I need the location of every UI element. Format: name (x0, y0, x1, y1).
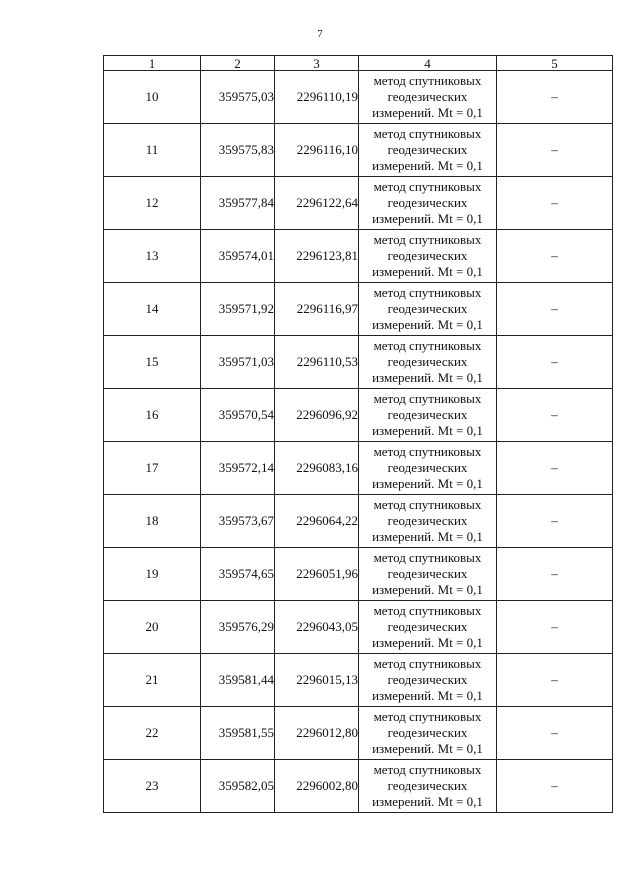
point-number-cell: 17 (104, 442, 201, 495)
table-row (104, 283, 613, 336)
note-cell: – (497, 442, 613, 495)
method-line: измерений. Mt = 0,1 (372, 370, 483, 385)
y-coordinate-cell: 2296110,19 (275, 71, 359, 124)
method-cell (359, 336, 497, 389)
note-cell: – (497, 230, 613, 283)
table-row (104, 495, 613, 548)
method-line: измерений. Mt = 0,1 (372, 158, 483, 173)
x-coordinate-cell: 359570,54 (201, 389, 275, 442)
method-cell (359, 283, 497, 336)
method-cell (359, 601, 497, 654)
method-line: измерений. Mt = 0,1 (372, 211, 483, 226)
x-coordinate-cell: 359576,29 (201, 601, 275, 654)
table-row (104, 654, 613, 707)
point-number-cell: 23 (104, 760, 201, 813)
point-number-cell: 22 (104, 707, 201, 760)
x-coordinate-cell: 359574,65 (201, 548, 275, 601)
point-number-cell: 11 (104, 124, 201, 177)
method-cell (359, 230, 497, 283)
method-line: метод спутниковых (373, 232, 482, 247)
column-header: 5 (497, 56, 613, 71)
method-line: геодезических (387, 142, 468, 157)
method-cell (359, 654, 497, 707)
table-body (104, 71, 613, 813)
method-line: метод спутниковых (373, 73, 482, 88)
column-header: 3 (275, 56, 359, 71)
method-cell (359, 707, 497, 760)
method-line: геодезических (387, 460, 468, 475)
point-number-cell: 20 (104, 601, 201, 654)
y-coordinate-cell: 2296116,97 (275, 283, 359, 336)
point-number-cell: 15 (104, 336, 201, 389)
method-line: измерений. Mt = 0,1 (372, 688, 483, 703)
page-number: 7 (317, 28, 323, 40)
method-line: измерений. Mt = 0,1 (372, 741, 483, 756)
note-cell: – (497, 283, 613, 336)
y-coordinate-cell: 2296116,10 (275, 124, 359, 177)
method-line: метод спутниковых (373, 179, 482, 194)
method-line: геодезических (387, 407, 468, 422)
y-coordinate-cell: 2296064,22 (275, 495, 359, 548)
method-line: метод спутниковых (373, 497, 482, 512)
x-coordinate-cell: 359574,01 (201, 230, 275, 283)
method-line: метод спутниковых (373, 444, 482, 459)
method-cell (359, 548, 497, 601)
x-coordinate-cell: 359572,14 (201, 442, 275, 495)
method-line: метод спутниковых (373, 709, 482, 724)
y-coordinate-cell: 2296043,05 (275, 601, 359, 654)
coordinates-table (103, 55, 613, 813)
method-cell (359, 389, 497, 442)
y-coordinate-cell: 2296123,81 (275, 230, 359, 283)
method-line: геодезических (387, 301, 468, 316)
note-cell: – (497, 389, 613, 442)
method-line: геодезических (387, 619, 468, 634)
x-coordinate-cell: 359573,67 (201, 495, 275, 548)
method-cell (359, 71, 497, 124)
note-cell: – (497, 124, 613, 177)
method-cell (359, 124, 497, 177)
y-coordinate-cell: 2296096,92 (275, 389, 359, 442)
note-cell: – (497, 177, 613, 230)
x-coordinate-cell: 359571,92 (201, 283, 275, 336)
note-cell: – (497, 760, 613, 813)
method-line: измерений. Mt = 0,1 (372, 529, 483, 544)
note-cell: – (497, 601, 613, 654)
x-coordinate-cell: 359571,03 (201, 336, 275, 389)
method-line: геодезических (387, 566, 468, 581)
method-line: геодезических (387, 248, 468, 263)
table-header-row (104, 56, 613, 71)
column-header: 2 (201, 56, 275, 71)
method-cell (359, 442, 497, 495)
method-line: измерений. Mt = 0,1 (372, 794, 483, 809)
y-coordinate-cell: 2296051,96 (275, 548, 359, 601)
method-cell (359, 760, 497, 813)
method-line: метод спутниковых (373, 126, 482, 141)
table-row (104, 548, 613, 601)
point-number-cell: 13 (104, 230, 201, 283)
table-row (104, 71, 613, 124)
method-line: измерений. Mt = 0,1 (372, 476, 483, 491)
y-coordinate-cell: 2296122,64 (275, 177, 359, 230)
method-line: измерений. Mt = 0,1 (372, 105, 483, 120)
x-coordinate-cell: 359582,05 (201, 760, 275, 813)
point-number-cell: 14 (104, 283, 201, 336)
table-row (104, 442, 613, 495)
method-line: геодезических (387, 195, 468, 210)
method-cell (359, 177, 497, 230)
method-line: метод спутниковых (373, 656, 482, 671)
column-header: 1 (104, 56, 201, 71)
method-line: метод спутниковых (373, 550, 482, 565)
method-line: геодезических (387, 672, 468, 687)
y-coordinate-cell: 2296083,16 (275, 442, 359, 495)
method-line: измерений. Mt = 0,1 (372, 423, 483, 438)
method-line: измерений. Mt = 0,1 (372, 317, 483, 332)
x-coordinate-cell: 359575,03 (201, 71, 275, 124)
point-number-cell: 21 (104, 654, 201, 707)
point-number-cell: 19 (104, 548, 201, 601)
table-row (104, 760, 613, 813)
note-cell: – (497, 707, 613, 760)
table-row (104, 389, 613, 442)
method-line: геодезических (387, 354, 468, 369)
method-line: метод спутниковых (373, 338, 482, 353)
method-line: метод спутниковых (373, 603, 482, 618)
method-line: измерений. Mt = 0,1 (372, 264, 483, 279)
table-row (104, 601, 613, 654)
method-line: геодезических (387, 89, 468, 104)
method-line: геодезических (387, 778, 468, 793)
method-line: метод спутниковых (373, 391, 482, 406)
table-row (104, 707, 613, 760)
point-number-cell: 16 (104, 389, 201, 442)
method-line: измерений. Mt = 0,1 (372, 582, 483, 597)
x-coordinate-cell: 359577,84 (201, 177, 275, 230)
method-line: геодезических (387, 513, 468, 528)
method-line: метод спутниковых (373, 762, 482, 777)
note-cell: – (497, 336, 613, 389)
point-number-cell: 18 (104, 495, 201, 548)
note-cell: – (497, 548, 613, 601)
x-coordinate-cell: 359581,44 (201, 654, 275, 707)
y-coordinate-cell: 2296110,53 (275, 336, 359, 389)
point-number-cell: 10 (104, 71, 201, 124)
method-line: геодезических (387, 725, 468, 740)
method-cell (359, 495, 497, 548)
note-cell: – (497, 71, 613, 124)
method-line: метод спутниковых (373, 285, 482, 300)
table-row (104, 124, 613, 177)
table-row (104, 230, 613, 283)
note-cell: – (497, 495, 613, 548)
column-header: 4 (359, 56, 497, 71)
note-cell: – (497, 654, 613, 707)
table-row (104, 177, 613, 230)
y-coordinate-cell: 2296015,13 (275, 654, 359, 707)
x-coordinate-cell: 359575,83 (201, 124, 275, 177)
y-coordinate-cell: 2296012,80 (275, 707, 359, 760)
method-line: измерений. Mt = 0,1 (372, 635, 483, 650)
table-row (104, 336, 613, 389)
x-coordinate-cell: 359581,55 (201, 707, 275, 760)
point-number-cell: 12 (104, 177, 201, 230)
y-coordinate-cell: 2296002,80 (275, 760, 359, 813)
